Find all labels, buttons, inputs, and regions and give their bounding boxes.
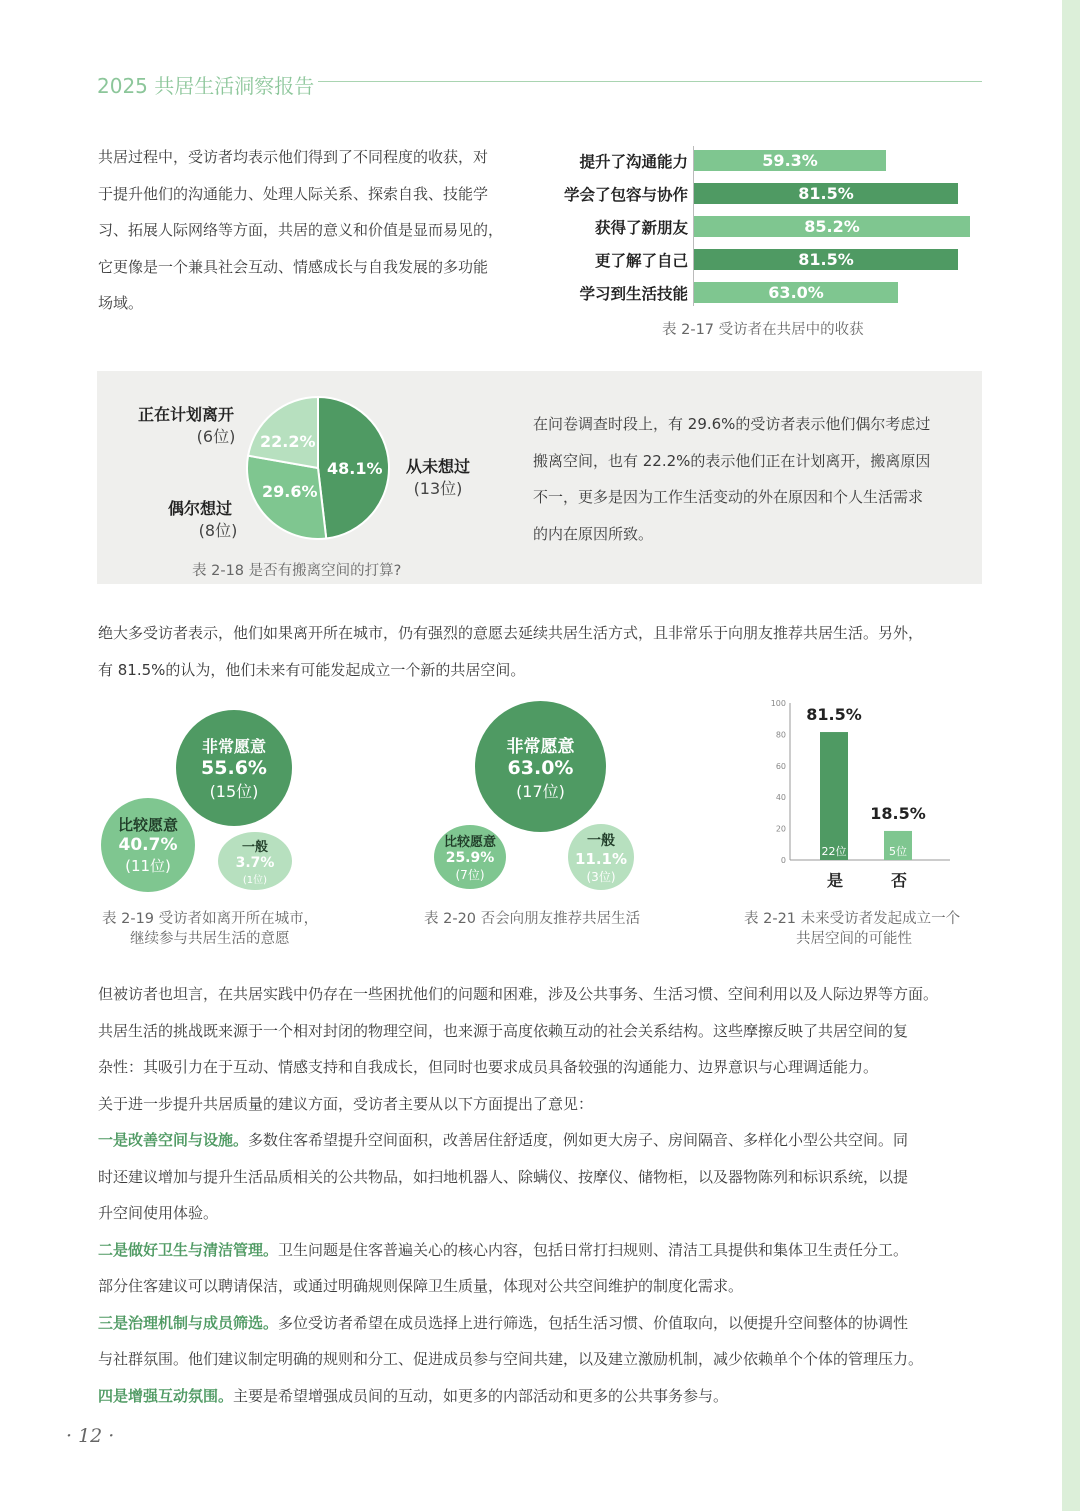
- bubble-value: 40.7%: [118, 835, 178, 855]
- leave-paragraph: [533, 406, 973, 552]
- pie-count-label: (6位): [196, 427, 236, 446]
- pie-category-label: 偶尔想过: [167, 499, 232, 518]
- suggestion-heading: 三是治理机制与成员筛选。: [98, 1313, 279, 1332]
- text-line: 场域。: [98, 294, 144, 312]
- pie-count-label: (8位): [198, 521, 238, 540]
- bubble-value: 25.9%: [445, 850, 495, 866]
- hbar-bar: 81.5%: [694, 249, 958, 270]
- text-line: 搬离空间，也有 22.2%的表示他们正在计划离开，搬离原因: [533, 451, 931, 470]
- pie-value-label: 48.1%: [327, 459, 383, 478]
- hbar-category-label: 提升了沟通能力: [579, 153, 688, 171]
- bubble-very-willing: [475, 701, 606, 832]
- challenges-paragraph: [98, 976, 998, 1122]
- hbar-bar: 85.2%: [694, 216, 970, 237]
- bubble-fairly-willing: [434, 825, 506, 889]
- hbar-bar: 81.5%: [694, 183, 958, 204]
- bubble-neutral: [218, 832, 292, 890]
- suggestion-line: [98, 1305, 998, 1342]
- text-line: 在问卷调查时段上，有 29.6%的受访者表示他们偶尔考虑过: [533, 415, 931, 433]
- pie-count-label: (13位): [413, 479, 463, 498]
- hbar-bar: 63.0%: [694, 282, 898, 303]
- text-line: 习、拓展人际网络等方面，共居的意义和价值是显而易见的，: [98, 221, 504, 239]
- hbar-category-label: 更了解了自己: [594, 252, 688, 270]
- chart-caption: 表 2-20 否会向朋友推荐共居生活: [424, 911, 641, 927]
- bubble-value: 55.6%: [201, 757, 267, 779]
- page-number: · 12 ·: [66, 1425, 115, 1447]
- intro-paragraph: [98, 139, 528, 322]
- bubble-category: 一般: [241, 840, 268, 855]
- bubble-value: 3.7%: [235, 855, 275, 871]
- chart-caption: 表 2-19 受访者如离开所在城市，: [102, 911, 319, 927]
- vbar-bar-yes: [820, 732, 848, 860]
- hbar-category-label: 学会了包容与协作: [563, 186, 688, 204]
- vbar-count-label: 5位: [889, 845, 907, 858]
- bubble-category: 比较愿意: [443, 835, 496, 850]
- suggestion-text: 卫生问题是住客普遍关心的核心内容，包括日常打扫规则、清洁工具提供和集体卫生责任分工。: [278, 1240, 909, 1259]
- text-line: 关于进一步提升共居质量的建议方面，受访者主要从以下方面提出了意见：: [98, 1094, 594, 1113]
- bubble-fairly-willing: [101, 798, 195, 892]
- suggestion-line: [98, 1232, 998, 1269]
- suggestion-line: 升空间使用体验。: [98, 1204, 219, 1222]
- bubble-count: (15位): [209, 782, 259, 801]
- bubble-count: (7位): [455, 868, 485, 882]
- hbar-bar: 59.3%: [694, 150, 886, 171]
- hbar-category-label: 学习到生活技能: [579, 285, 688, 303]
- text-line: 有 81.5%的认为，他们未来有可能发起成立一个新的共居空间。: [98, 660, 526, 679]
- suggestion-text: 多数住客希望提升空间面积，改善居住舒适度，例如更大房子、房间隔音、多样化小型公共空间。同: [248, 1131, 909, 1149]
- bubble-count: (11位): [125, 857, 171, 875]
- vbar-count-label: 22位: [821, 845, 847, 858]
- suggestion-text: 主要是希望增强成员间的互动，如更多的内部活动和更多的公共事务参与。: [233, 1386, 729, 1405]
- bubble-very-willing: [176, 710, 292, 826]
- chart-caption: 表 2-21 未来受访者发起成立一个: [744, 911, 961, 927]
- suggestion-line: 与社群氛围。他们建议制定明确的规则和分工、促进成员参与空间共建，以及建立激励机制，减少依赖单个个体的管理压力。: [98, 1350, 924, 1368]
- report-title: 2025 共居生活洞察报告: [97, 74, 315, 98]
- vbar-value-label: 81.5%: [806, 705, 862, 725]
- suggestion-line: [98, 1122, 998, 1159]
- text-line: 它更像是一个兼具社会互动、情感成长与自我发展的多功能: [98, 257, 489, 276]
- suggestion-line: [98, 1378, 998, 1415]
- y-tick: 80: [775, 730, 786, 740]
- chart-caption: 继续参与共居生活的意愿: [130, 931, 290, 947]
- bubble-count: (3位): [586, 869, 616, 884]
- suggestion-line: 部分住客建议可以聘请保洁，或通过明确规则保障卫生质量，体现对公共空间维护的制度化需求。: [98, 1277, 744, 1295]
- text-line: 共居过程中，受访者均表示他们得到了不同程度的收获，对: [98, 148, 489, 166]
- text-line: 绝大多受访者表示，他们如果离开所在城市，仍有强烈的意愿去延续共居生活方式，且非常乐于向朋友推荐共居生活。另外，: [98, 624, 924, 642]
- bubble-neutral: [568, 824, 634, 890]
- bubble-count: (17位): [516, 781, 565, 801]
- vbar-svg: [760, 700, 960, 866]
- willingness-paragraph: [98, 615, 998, 688]
- pie-value-label: 22.2%: [260, 432, 316, 451]
- chart-caption: 共居空间的可能性: [796, 931, 912, 947]
- vbar-category-label: 是: [826, 871, 843, 890]
- bubble-value: 11.1%: [574, 849, 628, 868]
- pie-value-label: 29.6%: [262, 482, 318, 501]
- suggestion-line: 时还建议增加与提升生活品质相关的公共物品，如扫地机器人、除螨仪、按摩仪、储物柜，以及器物陈列和标识系统，以提: [98, 1167, 909, 1186]
- suggestion-text: 多位受访者希望在成员选择上进行筛选，包括生活习惯、价值取向，以便提升空间整体的协调性: [278, 1313, 909, 1332]
- vbar-value-label: 18.5%: [870, 803, 926, 823]
- bubble-count: (1位): [242, 875, 268, 886]
- y-tick: 20: [775, 824, 786, 834]
- text-line: 杂性：其吸引力在于互动、情感支持和自我成长，但同时也要求成员具备较强的沟通能力、边界意识与心理调适能力。: [98, 1058, 879, 1076]
- chart-caption: 表 2-17 受访者在共居中的收获: [662, 322, 864, 338]
- pie-category-label: 从未想过: [405, 457, 470, 476]
- y-tick: 60: [775, 761, 786, 771]
- bubble-category: 非常愿意: [201, 737, 266, 756]
- chart-caption: 表 2-18 是否有搬离空间的打算?: [192, 563, 402, 579]
- page-side-strip: [1062, 0, 1080, 1511]
- bubble-value: 63.0%: [507, 756, 574, 779]
- suggestion-heading: 二是做好卫生与清洁管理。: [98, 1240, 279, 1259]
- y-tick: 40: [775, 793, 786, 803]
- bubble-category: 比较愿意: [117, 816, 178, 834]
- suggestions-list: [98, 1122, 998, 1414]
- bubble-category: 一般: [587, 832, 615, 849]
- hbar-category-label: 获得了新朋友: [594, 219, 688, 237]
- text-line: 共居生活的挑战既来源于一个相对封闭的物理空间，也来源于高度依赖互动的社会关系结构。这些摩擦反映了共居空间的复: [98, 1021, 909, 1040]
- bubble-category: 非常愿意: [506, 736, 575, 757]
- pie-category-label: 正在计划离开: [137, 405, 234, 424]
- suggestion-heading: 一是改善空间与设施。: [98, 1131, 249, 1149]
- y-tick: 0: [780, 856, 786, 865]
- text-line: 的内在原因所致。: [533, 524, 654, 543]
- text-line: 但被访者也坦言，在共居实践中仍存在一些困扰他们的问题和困难，涉及公共事务、生活习惯、空间利用以及人际边界等方面。: [98, 985, 939, 1003]
- suggestion-heading: 四是增强互动氛围。: [98, 1386, 234, 1405]
- vbar-category-label: 否: [890, 871, 907, 890]
- text-line: 不一，更多是因为工作生活变动的外在原因和个人生活需求: [533, 488, 924, 506]
- text-line: 于提升他们的沟通能力、处理人际关系、探索自我、技能学: [98, 184, 489, 203]
- header-rule: [318, 81, 982, 82]
- y-tick: 100: [770, 700, 786, 708]
